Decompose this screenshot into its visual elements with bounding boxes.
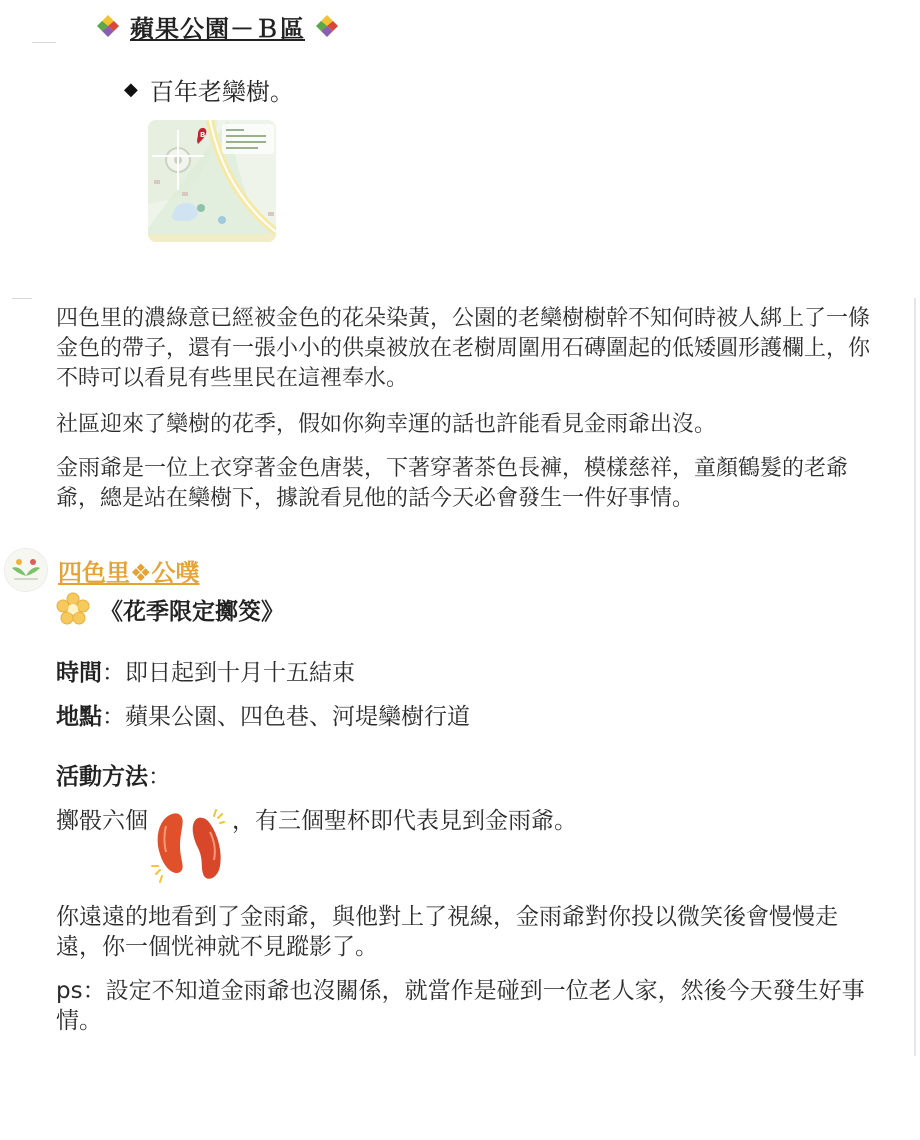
plant-avatar-icon xyxy=(8,552,44,588)
right-border xyxy=(914,298,916,1056)
ps-paragraph: ps：設定不知道金雨爺也沒關係，就當作是碰到一位老人家，然後今天發生好事情。 xyxy=(56,978,865,1034)
location-text: 百年老欒樹。 xyxy=(149,78,294,106)
location-bullet xyxy=(124,72,294,107)
method-line xyxy=(56,762,171,792)
flower-icon xyxy=(56,592,90,626)
park-map-image xyxy=(148,120,276,242)
map-thumbnail[interactable] xyxy=(148,120,276,242)
place-label: 地點 xyxy=(56,704,102,730)
avatar[interactable] xyxy=(4,548,48,592)
dice-line xyxy=(56,806,577,886)
place-line xyxy=(56,702,470,732)
method-colon: ： xyxy=(148,764,171,790)
four-color-diamond-icon xyxy=(315,14,339,38)
diamond-bullet-icon: ◆ xyxy=(124,79,138,100)
time-label: 時間 xyxy=(56,660,102,686)
author-link[interactable]: 四色里❖公噗 xyxy=(58,558,200,587)
story-paragraph-2: 社區迎來了欒樹的花季，假如你夠幸運的話也許能看見金雨爺出沒。 xyxy=(56,412,717,437)
time-line xyxy=(56,658,355,688)
divider xyxy=(12,298,32,299)
event-paragraph: 你遠遠的地看到了金雨爺，與他對上了視線，金雨爺對你投以微笑後會慢慢走遠，你一個恍神就不見蹤影了。 xyxy=(56,904,838,960)
divider xyxy=(32,42,56,43)
page-title: 蘋果公園－Ｂ區 xyxy=(130,14,305,43)
four-color-diamond-icon xyxy=(96,14,120,38)
story-paragraph-1: 四色里的濃綠意已經被金色的花朵染黃，公園的老欒樹樹幹不知何時被人綁上了一條金色的帶子，還有一張小小的供桌被放在老樹周圍用石磚圍起的低矮圓形護欄上，你不時可以看見有些里民在這裡奉水。 xyxy=(56,306,871,391)
header-title-row xyxy=(96,6,339,46)
story-paragraph-3: 金雨爺是一位上衣穿著金色唐裝，下著穿著茶色長褲，模樣慈祥，童顏鶴髮的老爺爺，總是站在欒樹下，據說看見他的話今天必會發生一件好事情。 xyxy=(56,456,849,511)
event-title: 《花季限定擲筊》 xyxy=(100,598,284,625)
map-pin-label: B xyxy=(200,131,206,139)
place-value: ：蘋果公園、四色巷、河堤欒樹行道 xyxy=(102,704,470,730)
event-title-row xyxy=(56,592,284,626)
dice-prefix: 擲骰六個 xyxy=(56,808,148,834)
method-label: 活動方法 xyxy=(56,764,148,790)
author-row xyxy=(4,548,200,592)
dice-suffix: ，有三個聖杯即代表見到金雨爺。 xyxy=(232,808,577,834)
divination-blocks-icon xyxy=(150,806,230,886)
time-value: ：即日起到十月十五結束 xyxy=(102,660,355,686)
